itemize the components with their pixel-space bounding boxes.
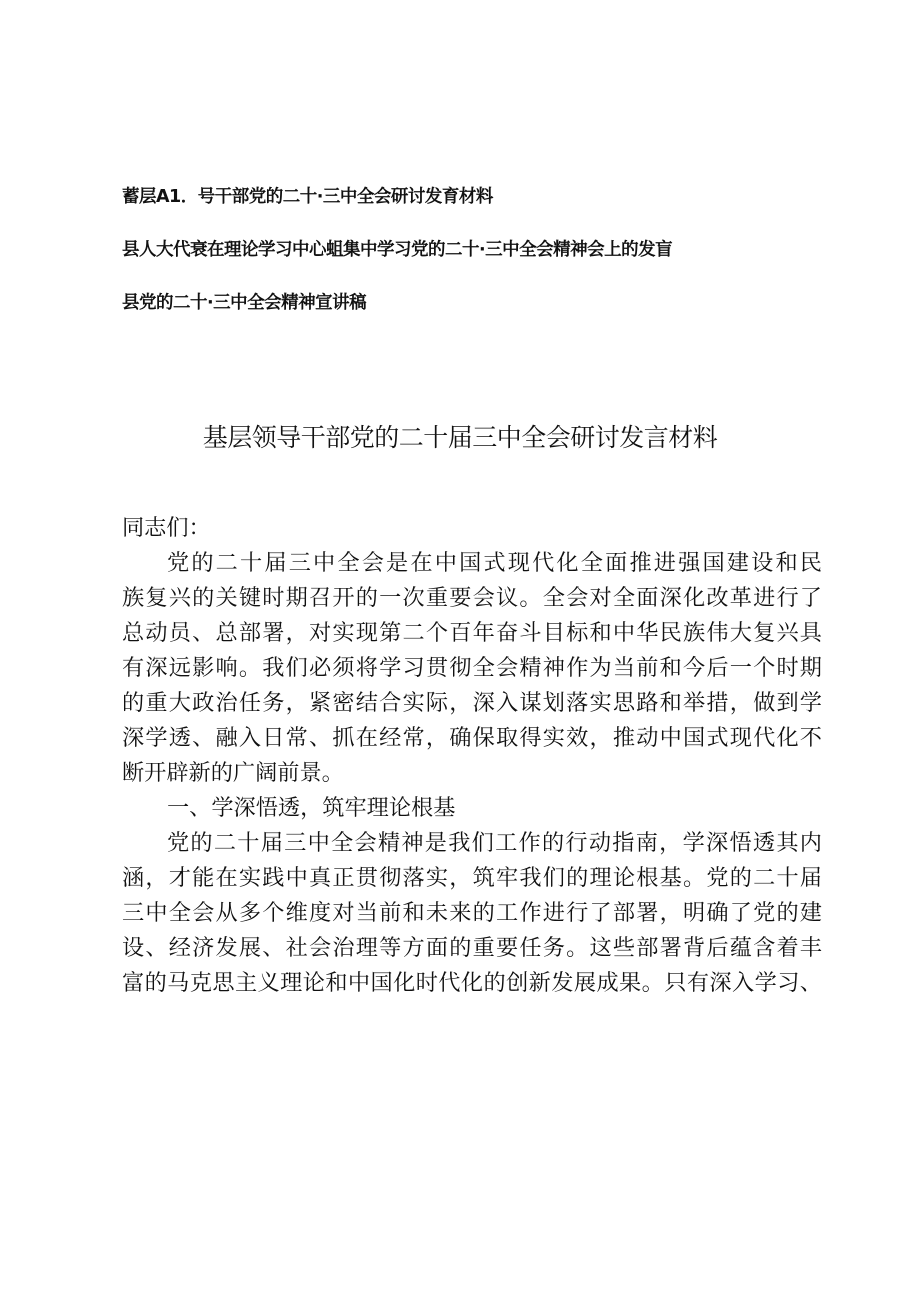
paragraph-line: 断开辟新的广阔前景。 <box>122 760 344 786</box>
paragraph-line: 党的二十届三中全会是在中国式现代化全面推进强国建设和民 <box>167 550 822 576</box>
paragraph-line: 设、经济发展、社会治理等方面的重要任务。这些部署背后蕴含着丰 <box>122 935 822 961</box>
paragraph-section-1 <box>122 826 822 1001</box>
document-body <box>122 511 822 1001</box>
paragraph-line: 总动员、总部署，对实现第二个百年奋斗目标和中华民族伟大复兴具 <box>122 620 822 646</box>
paragraph-line: 有深远影响。我们必须将学习贯彻全会精神作为当前和今后一个时期 <box>122 655 822 681</box>
related-document-title: 县人大代衰在理论学习中心蛆集中学习党的二十·三中全会精神会上的发盲 <box>122 240 673 260</box>
paragraph-line: 涵，才能在实践中真正贯彻落实，筑牢我们的理论根基。党的二十届 <box>122 865 822 891</box>
related-documents-list <box>122 184 822 343</box>
paragraph-intro <box>122 546 822 791</box>
paragraph-line: 的重大政治任务，紧密结合实际，深入谋划落实思路和举措，做到学 <box>122 690 822 716</box>
paragraph-line: 深学透、融入日常、抓在经常，确保取得实效，推动中国式现代化不 <box>122 725 822 751</box>
paragraph-line: 富的马克思主义理论和中国化时代化的创新发展成果。只有深入学习、 <box>122 970 822 996</box>
document-title: 基层领导干部党的二十届三中全会研讨发言材料 <box>202 423 718 452</box>
related-document-title: 蓄层A1．号干部党的二十·三中全会研讨发育材料 <box>122 187 493 207</box>
greeting: 同志们： <box>122 515 211 541</box>
paragraph-line: 党的二十届三中全会精神是我们工作的行动指南，学深悟透其内 <box>167 830 822 856</box>
paragraph-line: 族复兴的关键时期召开的一次重要会议。全会对全面深化改革进行了 <box>122 585 822 611</box>
paragraph-line: 三中全会从多个维度对当前和未来的工作进行了部署，明确了党的建 <box>122 900 822 926</box>
section-heading: 一、学深悟透，筑牢理论根基 <box>167 795 456 821</box>
related-document-title: 县党的二十·三中全会精神宣讲稿 <box>122 293 367 313</box>
